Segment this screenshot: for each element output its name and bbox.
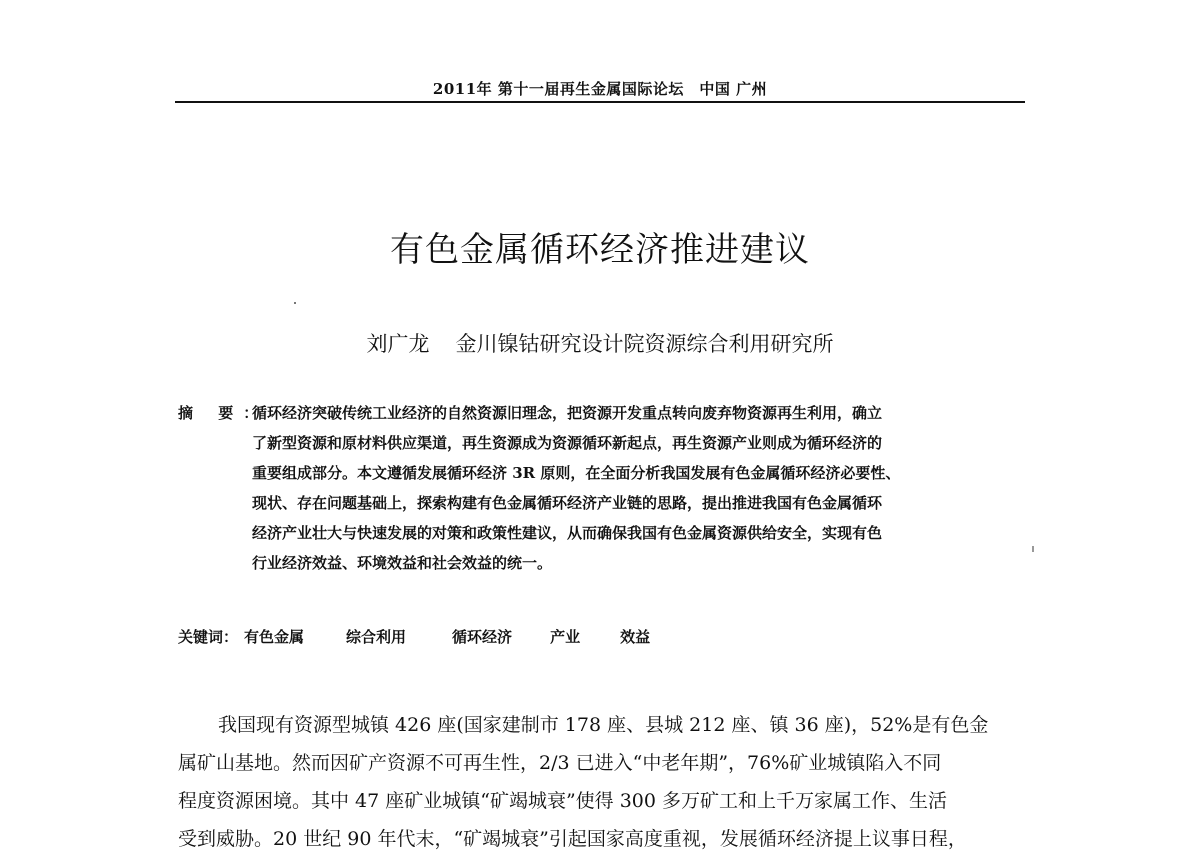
abstract-line: 了新型资源和原材料供应渠道，再生资源成为资源循环新起点，再生资源产业则成为循环经济的 — [252, 434, 883, 452]
running-header: 2011年 第十一届再生金属国际论坛 中国 广州 — [432, 80, 768, 98]
author-name: 刘广龙 — [366, 332, 430, 356]
author-line — [0, 328, 1200, 358]
abstract-line: 经济产业壮大与快速发展的对策和政策性建议，从而确保我国有色金属资源供给安全，实现有色 — [252, 524, 883, 542]
keywords-label: 关键词： — [178, 628, 239, 646]
keyword: 综合利用 — [346, 628, 407, 646]
scan-speck — [294, 302, 296, 304]
body-paragraph — [178, 706, 1038, 858]
body-line: 程度资源困境。其中 47 座矿业城镇“矿竭城衰”使得 300 多万矿工和上千万家属工作、生活 — [178, 790, 948, 812]
keyword: 有色金属 — [244, 628, 305, 646]
abstract — [178, 398, 1038, 578]
keyword: 效益 — [620, 628, 651, 646]
body-line: 受到威胁。20 世纪 90 年代末，“矿竭城衰”引起国家高度重视，发展循环经济提上议事日程， — [178, 828, 967, 850]
keyword: 产业 — [550, 628, 581, 646]
body-line: 属矿山基地。然而因矿产资源不可再生性，2/3 已进入“中老年期”，76%矿业城镇陷入不同 — [178, 752, 942, 774]
scan-tick — [1032, 546, 1034, 552]
header-rule — [175, 101, 1025, 103]
paper-title: 有色金属循环经济推进建议 — [390, 230, 810, 270]
author-affiliation: 金川镍钴研究设计院资源综合利用研究所 — [455, 332, 834, 356]
abstract-line: 重要组成部分。本文遵循发展循环经济 3R 原则，在全面分析我国发展有色金属循环经济必要性、 — [252, 464, 901, 482]
abstract-line: 行业经济效益、环境效益和社会效益的统一。 — [252, 554, 553, 572]
body-line: 我国现有资源型城镇 426 座(国家建制市 178 座、县城 212 座、镇 36 座)，52%是有色金 — [218, 714, 989, 736]
abstract-line: 现状、存在问题基础上，探索构建有色金属循环经济产业链的思路，提出推进我国有色金属循环 — [252, 494, 883, 512]
keywords — [178, 626, 1038, 647]
abstract-label: 摘 要： — [178, 404, 269, 422]
abstract-line: 循环经济突破传统工业经济的自然资源旧理念，把资源开发重点转向废弃物资源再生利用，确立 — [252, 404, 883, 422]
keyword: 循环经济 — [452, 628, 513, 646]
